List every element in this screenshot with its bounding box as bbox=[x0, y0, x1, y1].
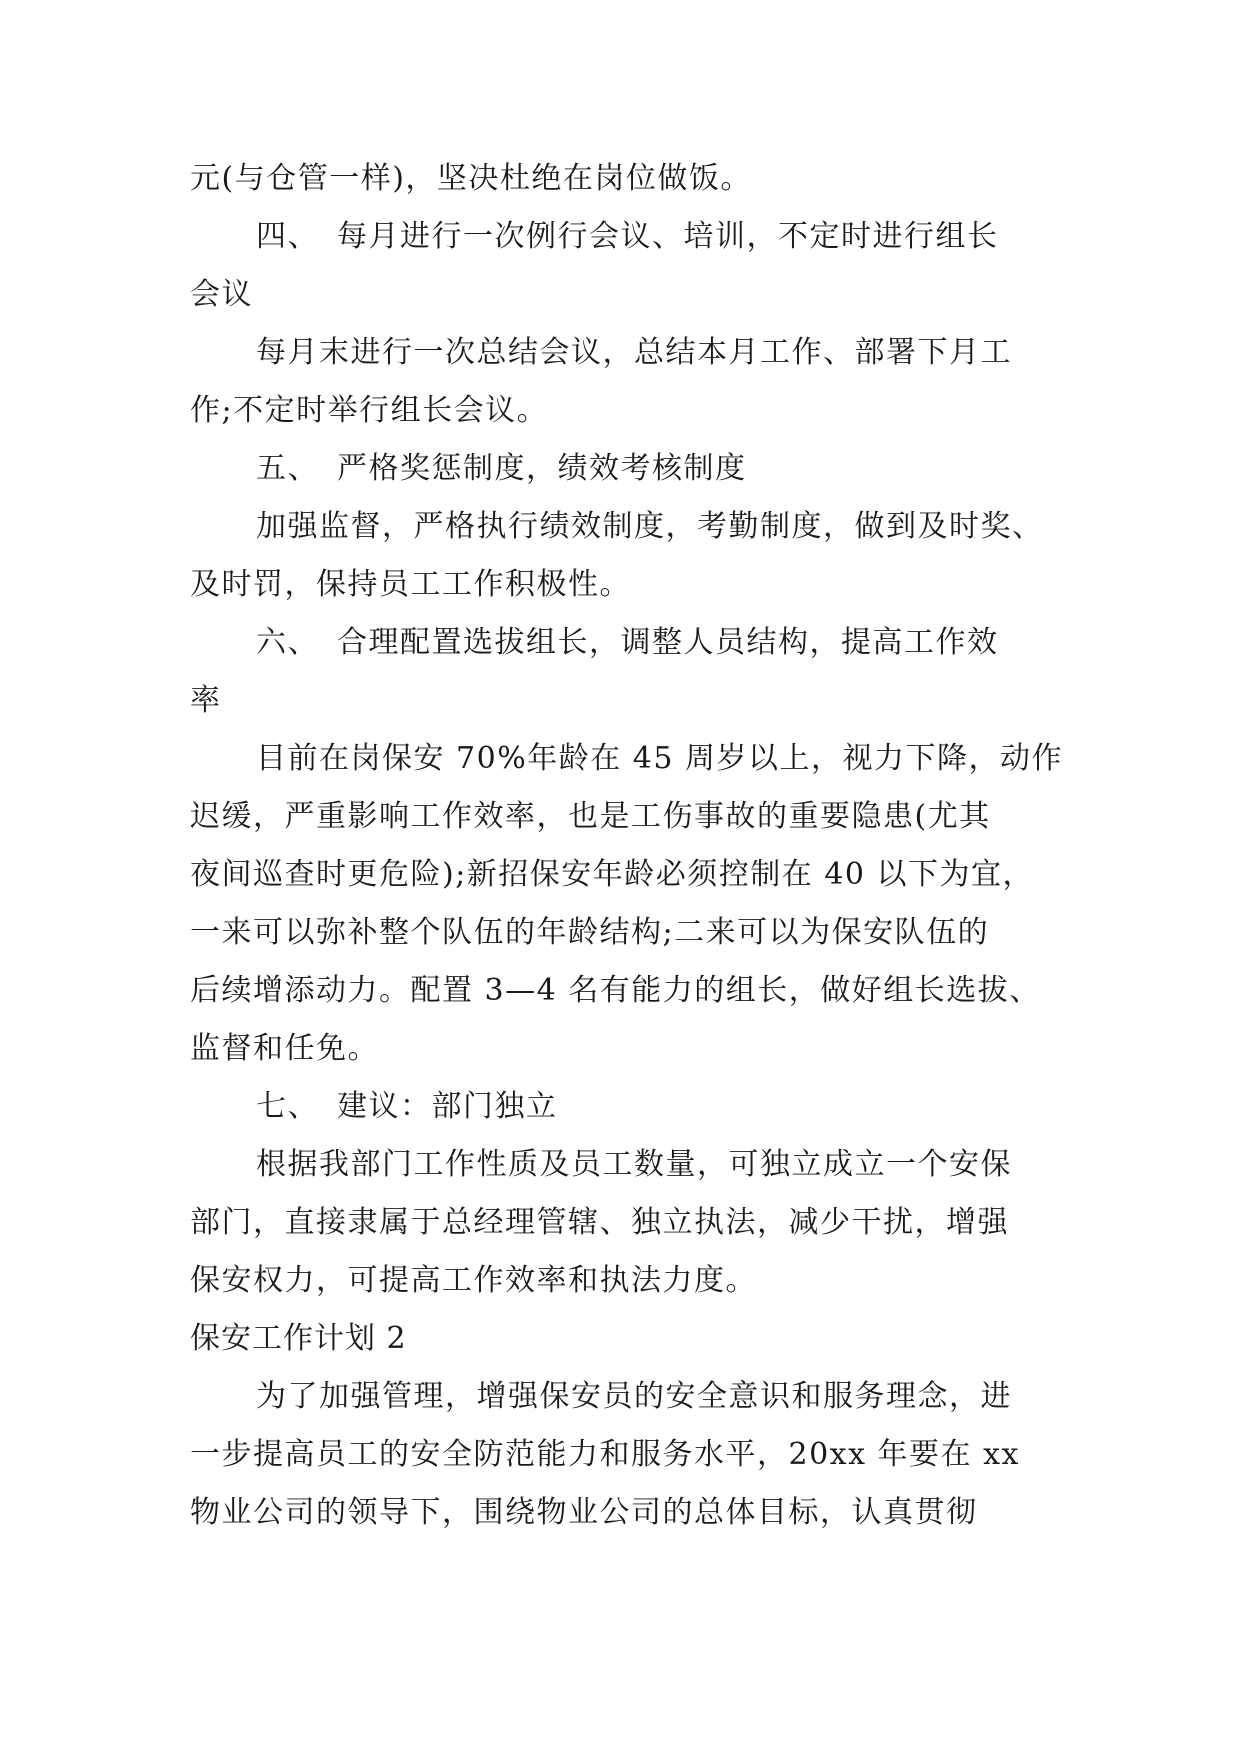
paragraph bbox=[190, 324, 1050, 440]
text-line: 作;不定时举行组长会议。 bbox=[190, 393, 549, 428]
section-number: 六、 bbox=[256, 625, 319, 660]
paragraph bbox=[190, 730, 1063, 1078]
paragraph-continuation bbox=[190, 150, 1050, 208]
section-number: 四、 bbox=[256, 219, 319, 254]
heading-text: 合理配置选拔组长，调整人员结构，提高工作效 bbox=[337, 625, 999, 660]
text-line: 会议 bbox=[190, 277, 253, 312]
heading-line bbox=[190, 440, 1050, 498]
text-line: 保安权力，可提高工作效率和执法力度。 bbox=[190, 1263, 757, 1298]
document-body bbox=[190, 150, 1063, 1542]
heading-text: 建议：部门独立 bbox=[337, 1089, 558, 1124]
text-line: 后续增添动力。配置 3—4 名有能力的组长，做好组长选拔、 bbox=[190, 973, 1041, 1008]
text-line: 迟缓，严重影响工作效率，也是工伤事故的重要隐患(尤其 bbox=[190, 799, 991, 834]
section-heading-6 bbox=[190, 614, 1050, 730]
text-line: 为了加强管理，增强保安员的安全意识和服务理念，进 bbox=[256, 1379, 1012, 1414]
section-number: 五、 bbox=[256, 451, 319, 486]
text-line: 一来可以弥补整个队伍的年龄结构;二来可以为保安队伍的 bbox=[190, 915, 990, 950]
text-line: 率 bbox=[190, 683, 222, 718]
text-line: 加强监督，严格执行绩效制度，考勤制度，做到及时奖、 bbox=[256, 509, 1044, 544]
heading-line bbox=[190, 208, 1050, 266]
paragraph bbox=[190, 1136, 1050, 1310]
section-title bbox=[190, 1310, 1050, 1368]
text-line: 一步提高员工的安全防范能力和服务水平，20xx 年要在 xx bbox=[190, 1437, 1020, 1472]
paragraph bbox=[190, 1368, 1050, 1542]
title-text: 保安工作计划 2 bbox=[190, 1321, 407, 1356]
heading-line bbox=[190, 1078, 1050, 1136]
text-line: 元(与仓管一样)，坚决杜绝在岗位做饭。 bbox=[190, 161, 752, 196]
section-heading-5 bbox=[190, 440, 1050, 498]
heading-line bbox=[190, 614, 1050, 672]
paragraph bbox=[190, 498, 1050, 614]
text-line: 监督和任免。 bbox=[190, 1031, 379, 1066]
heading-text: 严格奖惩制度，绩效考核制度 bbox=[337, 451, 747, 486]
text-line: 物业公司的领导下，围绕物业公司的总体目标，认真贯彻 bbox=[190, 1495, 978, 1530]
text-line: 夜间巡查时更危险);新招保安年龄必须控制在 40 以下为宜， bbox=[190, 857, 1035, 892]
heading-text: 每月进行一次例行会议、培训，不定时进行组长 bbox=[337, 219, 999, 254]
section-number: 七、 bbox=[256, 1089, 319, 1124]
text-line: 部门，直接隶属于总经理管辖、独立执法，减少干扰，增强 bbox=[190, 1205, 1009, 1240]
text-line: 每月末进行一次总结会议，总结本月工作、部署下月工 bbox=[256, 335, 1012, 370]
section-heading-4 bbox=[190, 208, 1050, 324]
text-line: 根据我部门工作性质及员工数量，可独立成立一个安保 bbox=[256, 1147, 1012, 1182]
text-line: 及时罚，保持员工工作积极性。 bbox=[190, 567, 631, 602]
section-heading-7 bbox=[190, 1078, 1050, 1136]
text-line: 目前在岗保安 70%年龄在 45 周岁以上，视力下降，动作 bbox=[256, 741, 1063, 776]
